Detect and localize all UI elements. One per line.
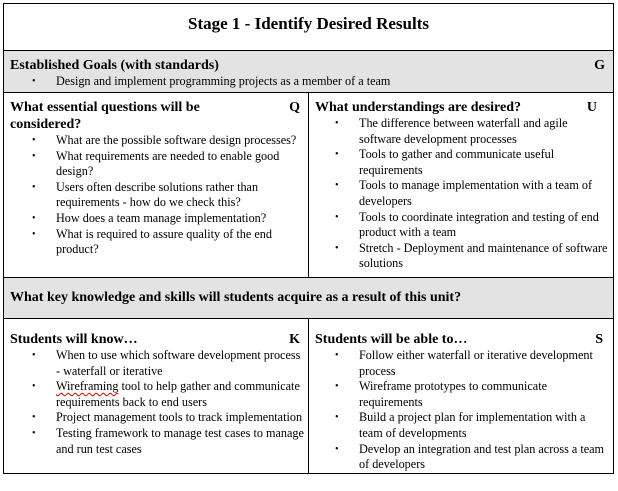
know-list [4, 348, 308, 457]
able-list [309, 348, 613, 473]
knowledge-skills-heading: What key knowledge and skills will students acquire as a result of this unit? [10, 290, 462, 305]
bullet-icon: • [335, 180, 339, 192]
understandings-heading: What understandings are desired? [315, 100, 522, 115]
bullet-icon: • [335, 350, 339, 361]
able-heading-row [309, 319, 613, 348]
list-item: • Stretch - Deployment and maintenance of software solutions [335, 240, 608, 271]
list-item: • The difference between waterfall and agile software development processes [335, 116, 568, 146]
list-item: • Develop an integration and test plan across a team of developers [335, 441, 605, 472]
goals-heading: Established Goals (with standards) [10, 58, 219, 73]
questions-list [4, 133, 308, 258]
stage-title: Stage 1 - Identify Desired Results [188, 14, 429, 33]
know-heading-row [4, 319, 308, 348]
list-item: • Follow either waterfall or iterative development process [335, 348, 593, 378]
misspelled-word: Wireframing [56, 379, 119, 394]
goals-list [4, 74, 613, 90]
bullet-icon: • [335, 381, 339, 393]
bullet-icon: • [32, 350, 36, 361]
ubd-stage1-table [3, 3, 614, 474]
bullet-icon: • [32, 412, 36, 424]
understandings-heading-row [309, 93, 613, 116]
questions-heading-line1: What essential questions will be [10, 100, 200, 115]
know-cell [4, 319, 309, 474]
questions-letter: Q [289, 100, 300, 115]
list-item: • Project management tools to track implementation [32, 410, 303, 425]
list-item: • Tools to coordinate integration and testing of end product with a team [335, 209, 599, 240]
know-heading: Students will know… [10, 332, 138, 347]
understandings-list [309, 116, 613, 272]
bullet-icon: • [335, 118, 339, 129]
able-heading: Students will be able to… [315, 332, 468, 347]
bullet-icon: • [335, 242, 339, 254]
list-item: • Design and implement programming projects as a member of a team [32, 74, 391, 88]
goals-letter: G [594, 58, 605, 73]
list-item: • Tools to manage implementation with a team of developers [335, 178, 593, 208]
able-cell [309, 319, 614, 474]
list-item: • Testing framework to manage test cases to manage and run test cases [32, 425, 304, 456]
goals-heading-row [4, 51, 613, 74]
bullet-icon: • [32, 427, 36, 439]
understandings-letter: U [586, 100, 597, 115]
bullet-icon: • [32, 228, 36, 240]
list-item: • How does a team manage implementation? [32, 210, 267, 225]
list-item: • Tools to gather and communicate useful requirements [335, 147, 555, 177]
list-item: • Users often describe solutions rather than requirements - how do we check this? [32, 179, 259, 210]
list-item: • What are the possible software design processes? [32, 133, 297, 147]
knowledge-skills-cell [4, 278, 614, 319]
bullet-icon: • [335, 211, 339, 223]
list-item: • When to use which software development process - waterfall or iterative [32, 348, 301, 378]
bullet-icon: • [335, 443, 339, 455]
questions-cell [4, 93, 309, 278]
able-letter: S [595, 332, 603, 347]
bullet-icon: • [335, 149, 339, 161]
list-item: • What requirements are needed to enable good design? [32, 148, 280, 179]
bullet-icon: • [32, 76, 36, 87]
understandings-cell [309, 93, 614, 278]
goals-cell [4, 51, 614, 93]
list-item: • What is required to assure quality of the end product? [32, 226, 272, 257]
list-item: • Build a project plan for implementation with a team of developments [335, 410, 586, 440]
questions-heading-line2: considered? [10, 117, 82, 132]
bullet-icon: • [32, 135, 36, 146]
bullet-icon: • [32, 150, 36, 162]
list-item: • Wireframe prototypes to communicate requirements [335, 379, 548, 409]
stage-title-cell [4, 4, 614, 51]
know-letter: K [289, 332, 300, 347]
list-item: • Wireframing tool to help gather and communicate requirements back to end users [32, 379, 300, 409]
bullet-icon: • [32, 181, 36, 193]
bullet-icon: • [335, 412, 339, 424]
bullet-icon: • [32, 212, 36, 224]
bullet-icon: • [32, 381, 36, 393]
questions-heading-row [4, 93, 308, 133]
